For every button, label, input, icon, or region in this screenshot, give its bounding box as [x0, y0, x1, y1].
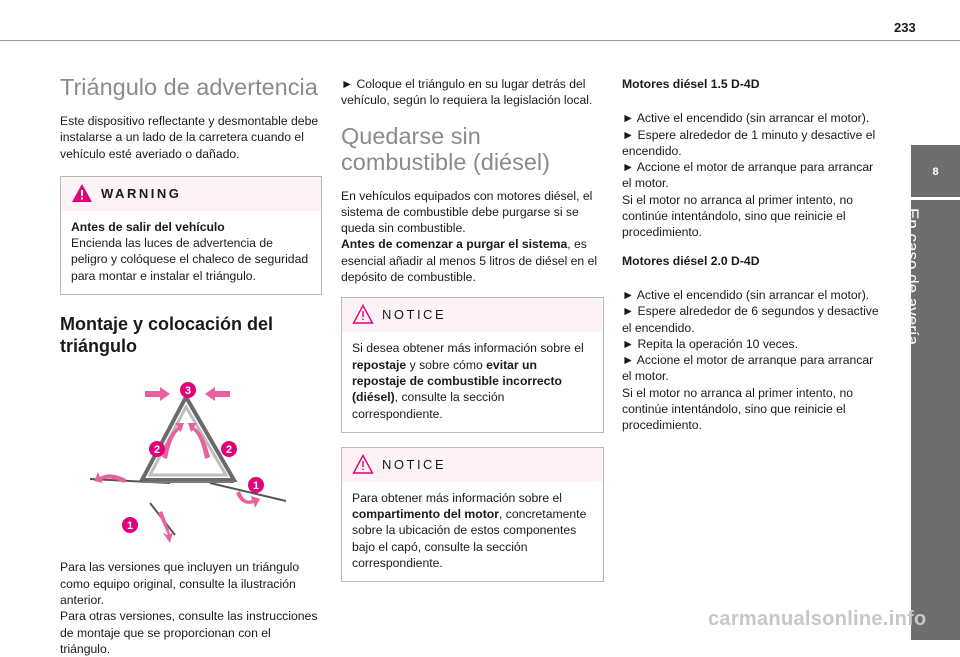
versions-text-2: Para otras versiones, consulte las instrucciones de montaje que se proporcionan con el triángulo.: [60, 609, 318, 656]
page-number: 233: [894, 20, 916, 35]
bullet-arrow-icon: ►: [622, 336, 635, 351]
bullet-arrow-icon: ►: [622, 160, 635, 175]
badge-2-left: 2: [153, 444, 161, 457]
s2-step-4: [622, 352, 884, 385]
bullet-arrow-icon: ►: [622, 127, 635, 142]
s2-b1: Active el encendido (sin arrancar el motor).: [636, 287, 870, 302]
notice-box-1: [341, 297, 604, 432]
fuel-p1: En vehículos equipados con motores diésel, el sistema de combustible debe purgarse si se queda sin combustible.: [341, 188, 593, 236]
notice-text-2: [352, 490, 593, 571]
notice-header-1: [342, 298, 603, 332]
step-badges: [122, 382, 264, 533]
fuel-p2-bold: Antes de comenzar a purgar el sistema: [341, 237, 568, 252]
warning-triangle-icon: [71, 183, 93, 203]
n1-t2: y sobre cómo: [406, 357, 487, 372]
warning-box: [60, 176, 322, 295]
bullet-arrow-icon: ►: [622, 287, 635, 302]
column-3: [622, 76, 884, 434]
badge-2-right: 2: [225, 444, 233, 457]
fuel-p2-rest: , es esencial añadir al menos 5 litros de diésel en el depósito de combustible.: [341, 237, 598, 285]
section-title-triangle: Triángulo de advertencia: [60, 74, 318, 100]
s2-note: Si el motor no arranca al primer intento, no continúe intentándolo, sino que reinicie el procedimiento.: [622, 385, 853, 433]
s2-b3: Repita la operación 10 veces.: [637, 336, 799, 351]
s1-step-1: [622, 110, 884, 126]
s2-step-2: [622, 303, 884, 336]
badge-1-left: 1: [126, 520, 134, 533]
n1-b2: evitar un repostaje de combustible incorrecto (diésel): [352, 357, 562, 405]
notice-triangle-icon: [352, 454, 374, 474]
notice-text-1: [352, 340, 593, 421]
watermark: carmanualsonline.info: [708, 608, 927, 630]
subtitle-assembly: Montaje y colocación del triángulo: [60, 314, 274, 357]
s2-b2: Espere alrededor de 6 segundos y desactive el encendido.: [622, 304, 879, 335]
column-2: [341, 76, 604, 582]
s1-b2: Espere alrededor de 1 minuto y desactive el encendido.: [622, 127, 876, 158]
warning-label: WARNING: [101, 185, 182, 201]
badge-3: 3: [184, 385, 192, 398]
chapter-number: 8: [932, 166, 939, 178]
warning-heading: Antes de salir del vehículo: [71, 219, 225, 234]
s2-step-3: [622, 336, 884, 352]
fuel-p2: [341, 236, 604, 285]
n2-t2: , concretamente sobre la ubicación de estos componentes bajo el capó, consulte la sección correspondiente.: [352, 507, 587, 571]
n2-b1: compartimento del motor: [352, 507, 499, 522]
warning-body: [61, 211, 321, 294]
intro-text: Este dispositivo reflectante y desmontable debe instalarse a un lado de la carretera cuando el vehículo esté averiado o dañado.: [60, 114, 319, 161]
warning-text: Encienda las luces de advertencia de peligro y colóquese el chaleco de seguridad para montar e instalar el triángulo.: [71, 236, 309, 283]
n2-t1: Para obtener más información sobre el: [352, 490, 563, 505]
n1-t1: Si desea obtener más información sobre el: [352, 341, 584, 356]
bullet-place-triangle: [341, 76, 604, 109]
header-rule: [0, 40, 960, 41]
n1-b1: repostaje: [352, 357, 407, 372]
s1-step-2: [622, 127, 884, 160]
chapter-title-wrap: [898, 200, 926, 440]
badge-1-right: 1: [252, 480, 260, 493]
s1-step-3: [622, 159, 884, 192]
bullet-arrow-icon: ►: [622, 111, 635, 126]
bullet-arrow-icon: ►: [622, 304, 635, 319]
bullet-arrow-icon: ►: [341, 77, 354, 91]
section-title-fuel: Quedarse sin combustible (diésel): [341, 122, 550, 175]
heading-1-5: Motores diésel 1.5 D-4D: [622, 77, 760, 91]
heading-2-0: Motores diésel 2.0 D-4D: [622, 253, 760, 268]
notice-body-1: [342, 332, 603, 431]
notice-header-2: [342, 448, 603, 482]
s1-b1: Active el encendido (sin arrancar el motor).: [636, 111, 870, 126]
n1-t3: , consulte la sección correspondiente.: [352, 390, 505, 421]
s2-step-1: [622, 287, 884, 303]
s2-b4: Accione el motor de arranque para arrancar el motor.: [622, 353, 874, 384]
bullet-arrow-icon: ►: [622, 353, 635, 368]
column-1: [60, 64, 322, 657]
notice-label-2: NOTICE: [382, 456, 447, 472]
bullet-text: Coloque el triángulo en su lugar detrás del vehículo, según lo requiera la legislación local.: [341, 77, 593, 108]
notice-body-2: [342, 482, 603, 581]
notice-label-1: NOTICE: [382, 307, 447, 323]
notice-triangle-icon: [352, 304, 374, 324]
triangle-assembly-illustration: [60, 375, 322, 545]
s1-note: Si el motor no arranca al primer intento, no continúe intentándolo, sino que reinicie el procedimiento.: [622, 192, 853, 240]
versions-text-1: Para las versiones que incluyen un triángulo como equipo original, consulte la ilustración anterior.: [60, 560, 300, 607]
warning-header: [61, 177, 321, 211]
s1-b3: Accione el motor de arranque para arrancar el motor.: [622, 160, 874, 191]
chapter-title: En caso de avería: [903, 208, 922, 346]
notice-box-2: [341, 447, 604, 582]
